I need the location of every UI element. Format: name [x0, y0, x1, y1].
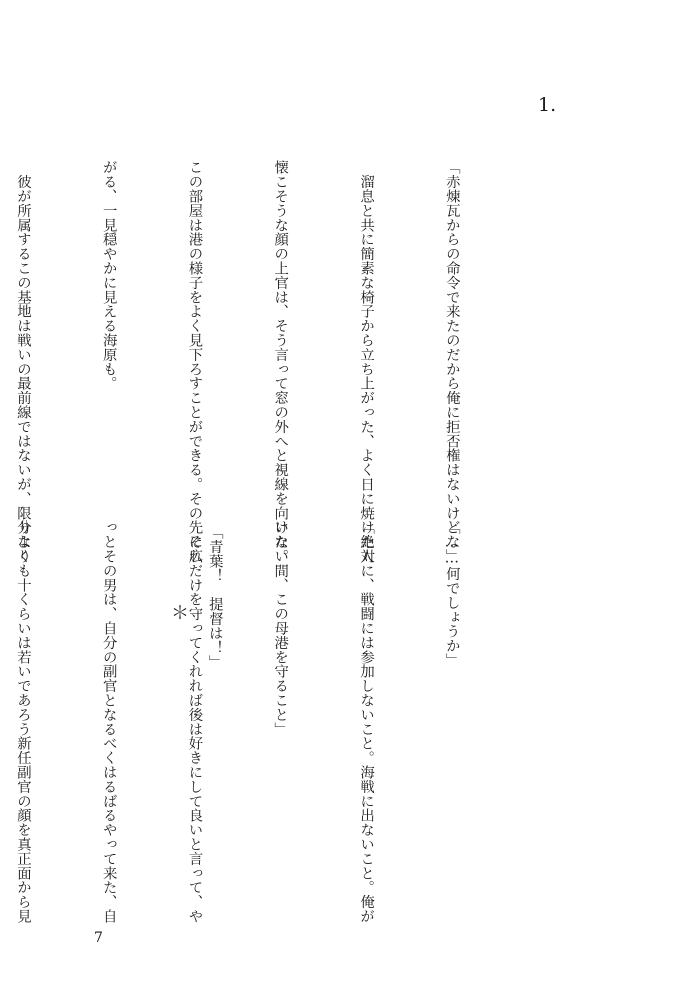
text-line: っとその男は、自分の副官となるべくはるばるやって来た、自	[100, 520, 117, 924]
text-line: がる、一見穏やかに見える海原も。	[100, 160, 117, 391]
text-line: 「……何でしょうか」	[443, 520, 460, 668]
text-line: 分よりも十くらいは若いであろう新任副官の顔を真正面から見	[14, 520, 31, 924]
text-line: 彼が所属するこの基地は戦いの最前線ではないが、限りなく	[14, 160, 31, 564]
scene-break-asterisk: ＊	[171, 603, 189, 624]
after-break-text-block	[143, 525, 286, 669]
text-line: それだけを守ってくれれば後は好きにして良いと言って、や	[186, 520, 203, 924]
text-line: 「絶対に、戦闘には参加しないこと。海戦に出ないこと。俺が	[358, 520, 375, 924]
text-line: 「青葉！ 提督は！」	[206, 525, 223, 669]
chapter-number: 1.	[538, 94, 557, 116]
upper-text-block	[0, 160, 523, 564]
text-line: いない間、この母港を守ること」	[272, 520, 289, 736]
text-line: この部屋は港の様子をよく見下ろすことができる。その先に広	[186, 160, 203, 564]
text-line: 溜息と共に簡素な椅子から立ち上がった、よく日に焼けた人	[358, 160, 375, 564]
page-number: 7	[94, 930, 103, 946]
text-line: 「赤煉瓦からの命令で来たのだから俺に拒否権はないけどな」	[443, 160, 460, 564]
text-line: 懐こそうな顔の上官は、そう言って窓の外へと視線を向けた。	[272, 160, 289, 564]
